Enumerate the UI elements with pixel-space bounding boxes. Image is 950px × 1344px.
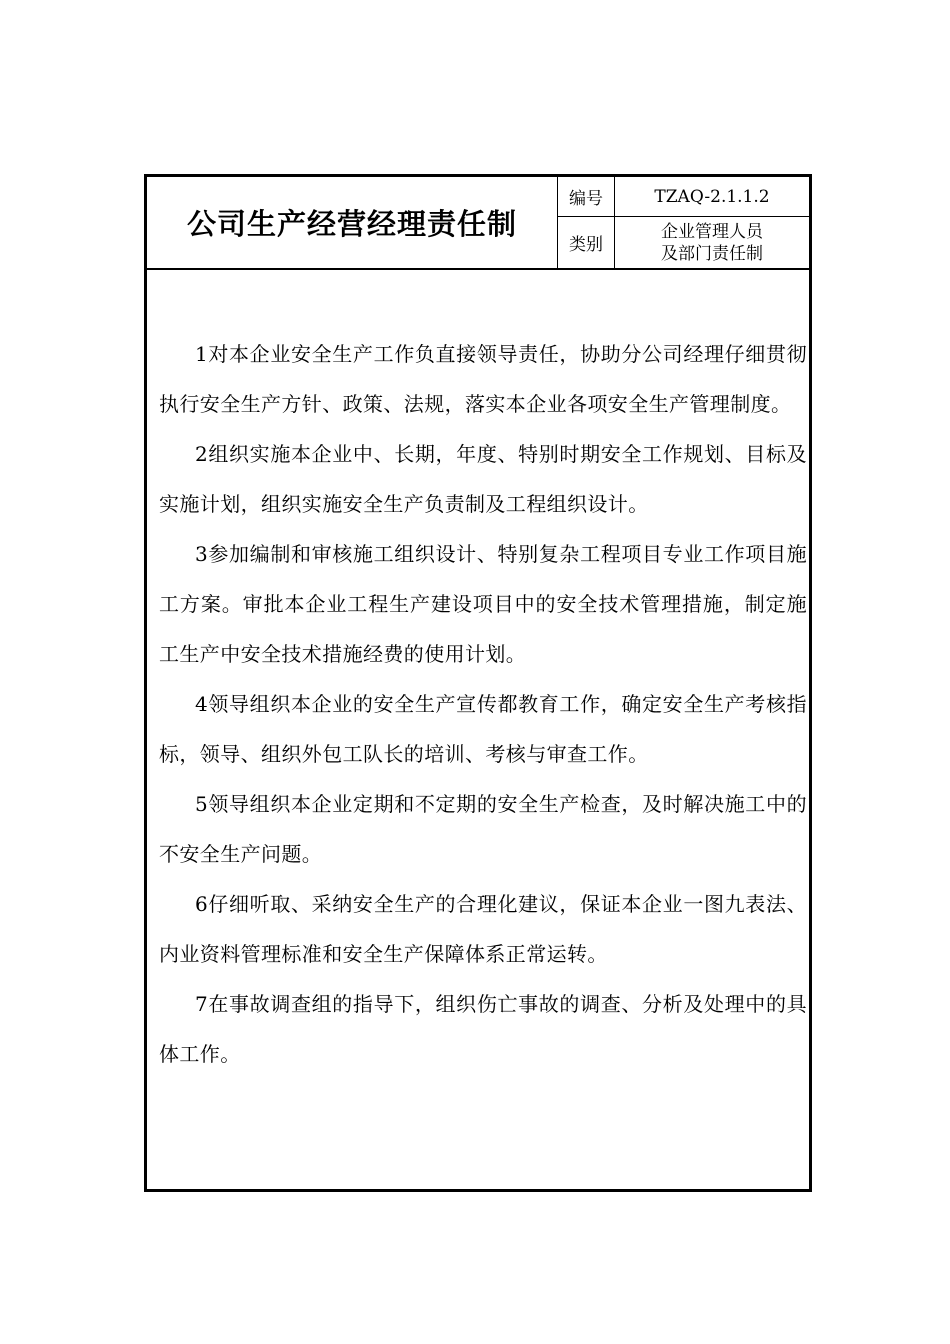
responsibility-item-2: 2组织实施本企业中、长期，年度、特别时期安全工作规划、目标及实施计划，组织实施安全生产负责制及工程组织设计。 (159, 442, 807, 516)
category-line-2: 及部门责任制 (661, 243, 763, 264)
number-label: 编号 (558, 177, 615, 217)
responsibility-item-7: 7在事故调查组的指导下，组织伤亡事故的调查、分析及处理中的具体工作。 (159, 992, 807, 1066)
responsibility-item-1: 1对本企业安全生产工作负直接领导责任，协助分公司经理仔细贯彻执行安全生产方针、政策、法规，落实本企业各项安全生产管理制度。 (159, 342, 807, 416)
number-value: TZAQ-2.1.1.2 (615, 177, 809, 217)
document-title: 公司生产经营经理责任制 (186, 207, 517, 241)
document-frame (144, 174, 812, 1192)
responsibility-item-5: 5领导组织本企业定期和不定期的安全生产检查，及时解决施工中的不安全生产问题。 (159, 792, 807, 866)
category-value (615, 217, 809, 268)
category-label: 类别 (558, 217, 615, 268)
responsibility-list (159, 329, 807, 1079)
title-cell (147, 177, 558, 268)
responsibility-item-4: 4领导组织本企业的安全生产宣传都教育工作，确定安全生产考核指标，领导、组织外包工队长的培训、考核与审查工作。 (159, 692, 807, 766)
responsibility-item-6: 6仔细听取、采纳安全生产的合理化建议，保证本企业一图九表法、内业资料管理标准和安全生产保障体系正常运转。 (159, 892, 807, 966)
responsibility-item-3: 3参加编制和审核施工组织设计、特别复杂工程项目专业工作项目施工方案。审批本企业工程生产建设项目中的安全技术管理措施，制定施工生产中安全技术措施经费的使用计划。 (159, 542, 807, 666)
category-line-1: 企业管理人员 (661, 221, 763, 242)
header-table (147, 177, 809, 270)
